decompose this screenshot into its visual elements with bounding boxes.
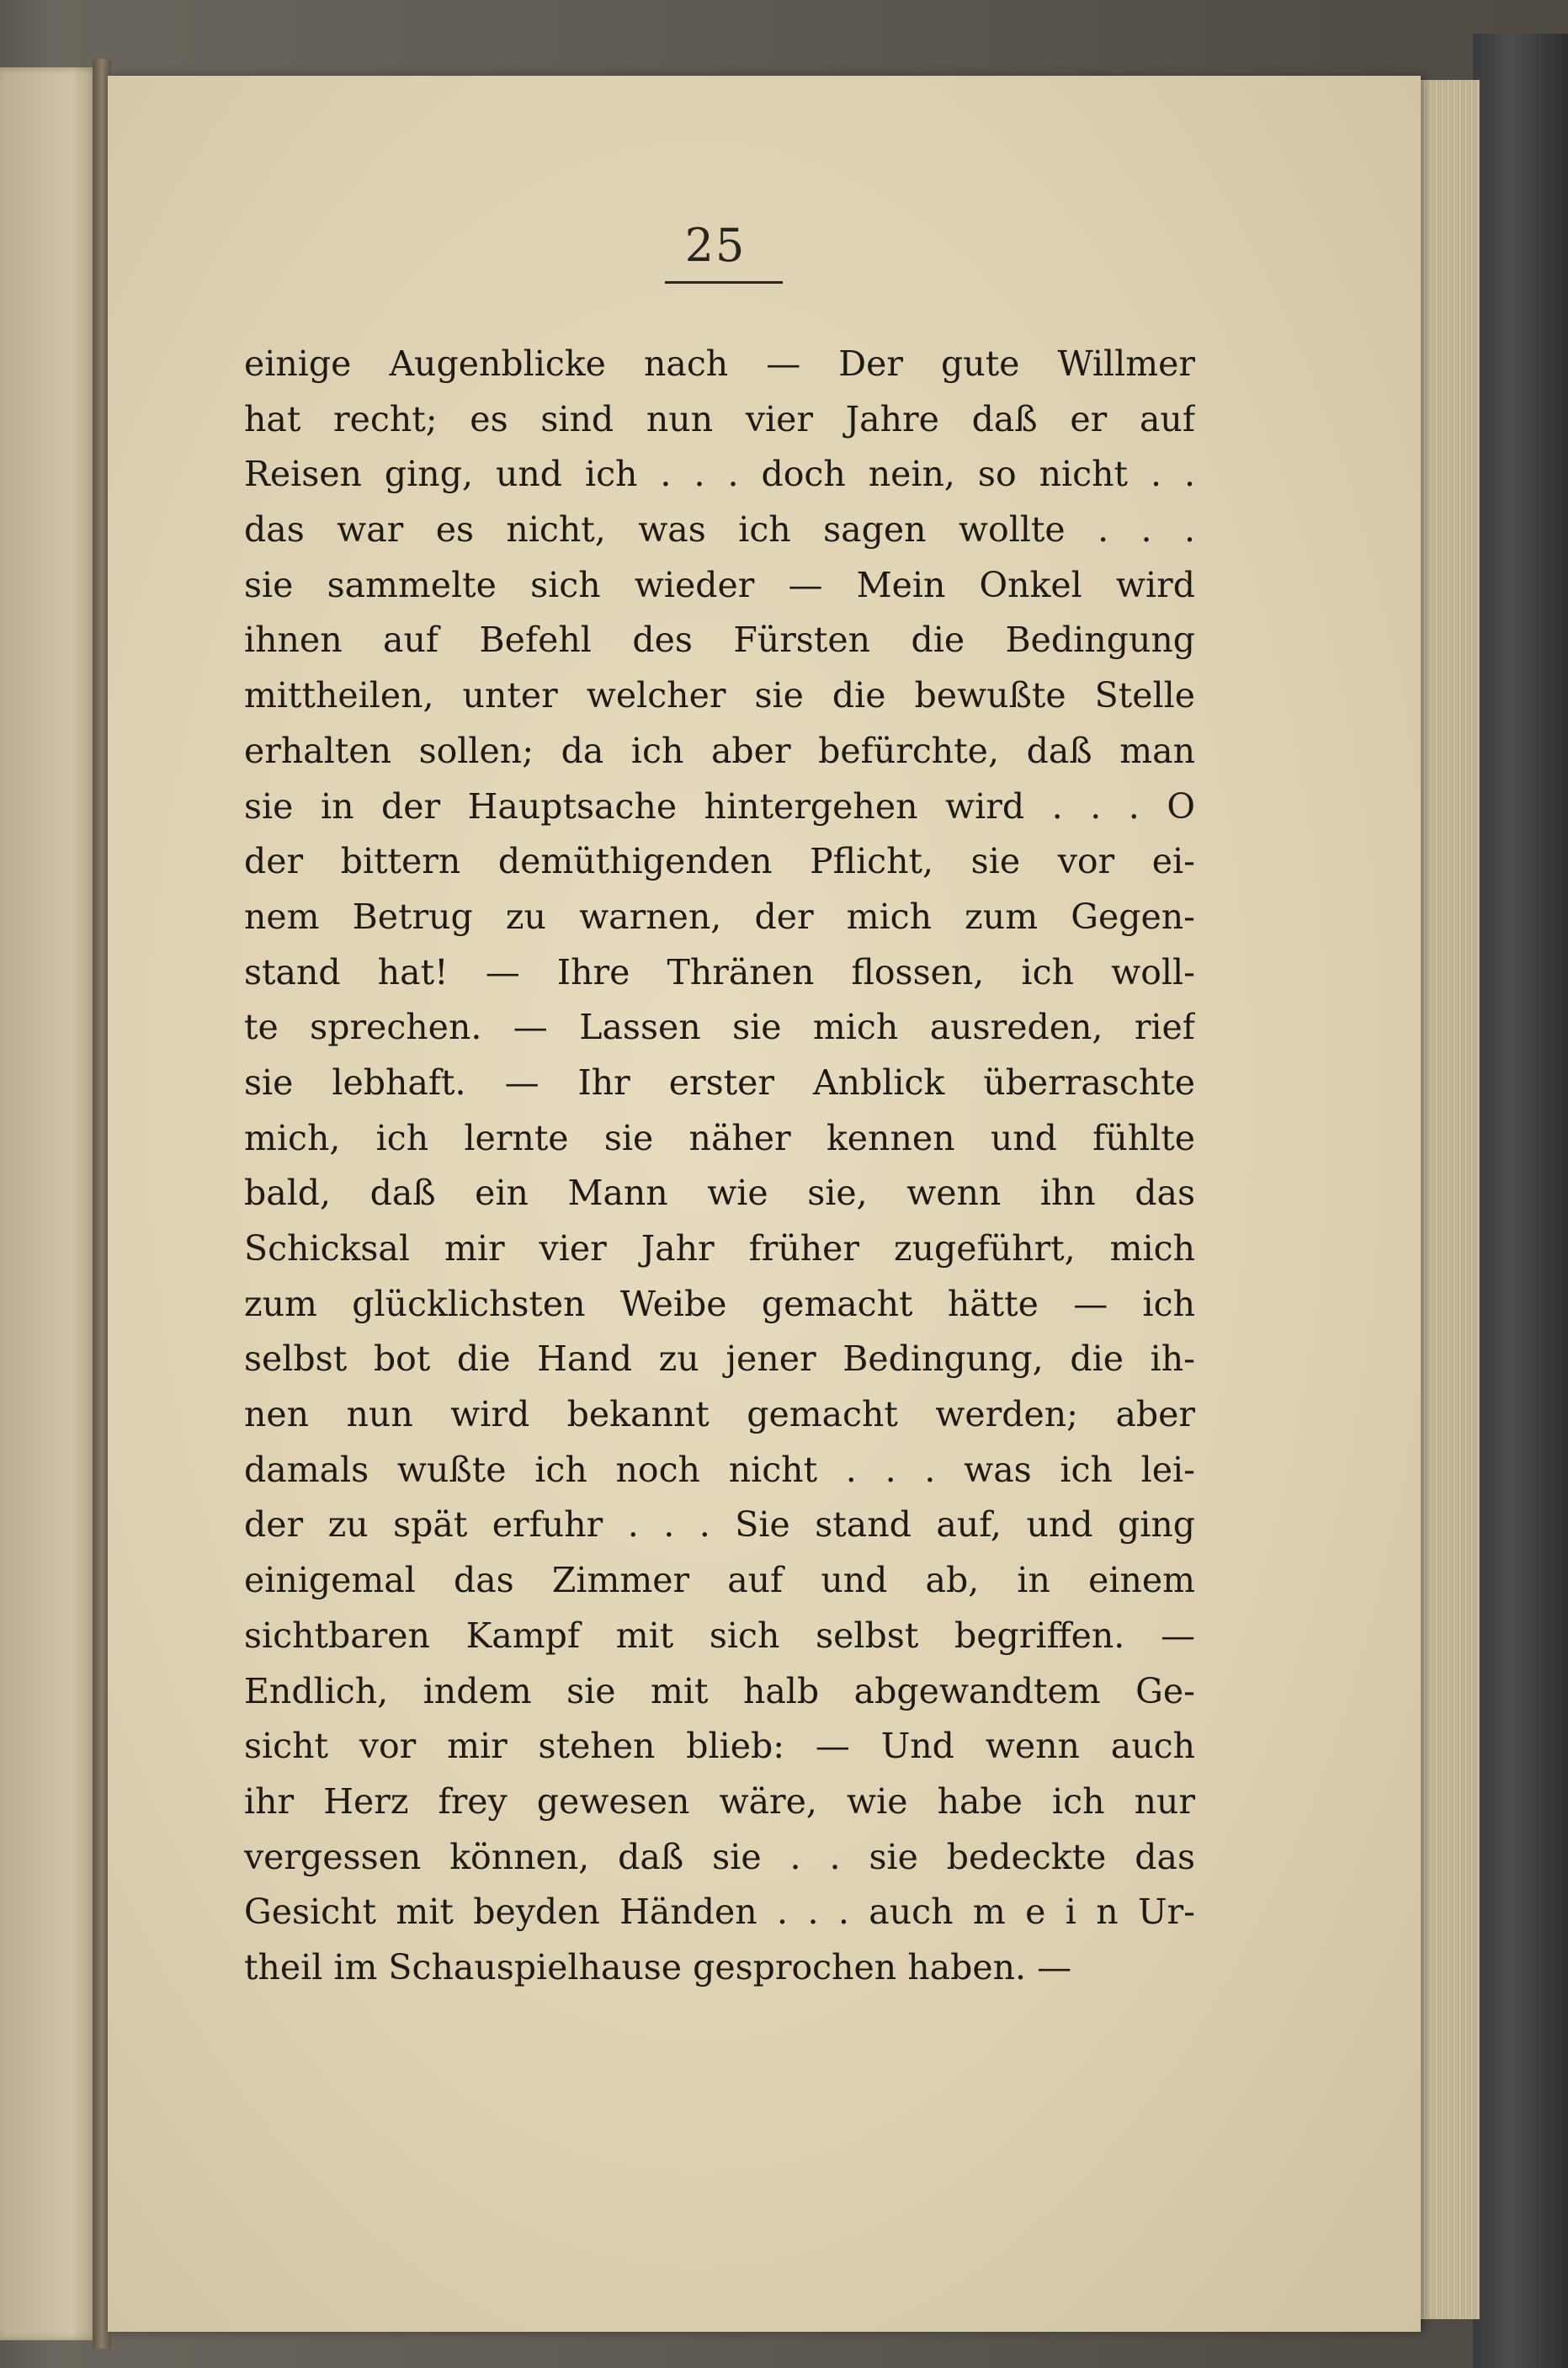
text-line: stand hat! — Ihre Thränen flossen, ich woll- xyxy=(244,951,1195,992)
text-line: ihnen auf Befehl des Fürsten die Bedingung xyxy=(244,620,1195,661)
text-line: sie lebhaft. — Ihr erster Anblick überraschte xyxy=(244,1062,1195,1103)
text-line: mich, ich lernte sie näher kennen und fühlte xyxy=(244,1117,1195,1158)
left-page-edge xyxy=(0,67,101,2340)
text-line: sichtbaren Kampf mit sich selbst begriffen. — xyxy=(244,1615,1195,1656)
text-line: theil im Schauspielhause gesprochen haben. — xyxy=(244,1946,1072,1988)
text-line: vergessen können, daß sie . . sie bedeckte das xyxy=(244,1836,1195,1877)
text-line: hat recht; es sind nun vier Jahre daß er auf xyxy=(244,398,1195,439)
text-line: Endlich, indem sie mit halb abgewandtem Ge- xyxy=(244,1670,1195,1711)
text-line: erhalten sollen; da ich aber befürchte, daß man xyxy=(244,730,1195,771)
text-line: zum glücklichsten Weibe gemacht hätte — ich xyxy=(244,1283,1195,1324)
text-line: selbst bot die Hand zu jener Bedingung, die ih- xyxy=(244,1338,1195,1380)
text-line: einige Augenblicke nach — Der gute Willmer xyxy=(244,343,1195,384)
page-stack-edges xyxy=(1421,80,1480,2319)
text-line: Gesicht mit beyden Händen . . . auch m e i n Ur- xyxy=(244,1892,1195,1933)
page-number-underline xyxy=(665,281,783,284)
page-number: 25 xyxy=(684,219,747,272)
text-line: bald, daß ein Mann wie sie, wenn ihn das xyxy=(244,1173,1195,1214)
text-line: sicht vor mir stehen blieb: — Und wenn auch xyxy=(244,1726,1195,1767)
text-line: te sprechen. — Lassen sie mich ausreden, rief xyxy=(244,1007,1195,1048)
book-cover-edge xyxy=(1473,34,1568,2368)
text-line: Reisen ging, und ich . . . doch nein, so nicht . . xyxy=(244,454,1195,495)
text-line: damals wußte ich noch nicht . . . was ich lei- xyxy=(244,1449,1195,1490)
text-line: sie sammelte sich wieder — Mein Onkel wird xyxy=(244,564,1195,605)
text-line: mittheilen, unter welcher sie die bewußte Stelle xyxy=(244,675,1195,716)
text-line: ihr Herz frey gewesen wäre, wie habe ich nur xyxy=(244,1780,1195,1822)
text-line: das war es nicht, was ich sagen wollte . . . xyxy=(244,509,1195,551)
text-line: Schicksal mir vier Jahr früher zugeführt, mich xyxy=(244,1228,1195,1269)
text-line: einigemal das Zimmer auf und ab, in einem xyxy=(244,1560,1195,1601)
body-text xyxy=(244,337,1195,1996)
text-line: nen nun wird bekannt gemacht werden; aber xyxy=(244,1394,1195,1435)
text-line: der zu spät erfuhr . . . Sie stand auf, und ging xyxy=(244,1504,1195,1546)
text-line: der bittern demüthigenden Pflicht, sie vor ei- xyxy=(244,841,1195,882)
text-line: sie in der Hauptsache hintergehen wird . . . O xyxy=(244,785,1195,827)
text-line: nem Betrug zu warnen, der mich zum Gegen- xyxy=(244,896,1195,937)
